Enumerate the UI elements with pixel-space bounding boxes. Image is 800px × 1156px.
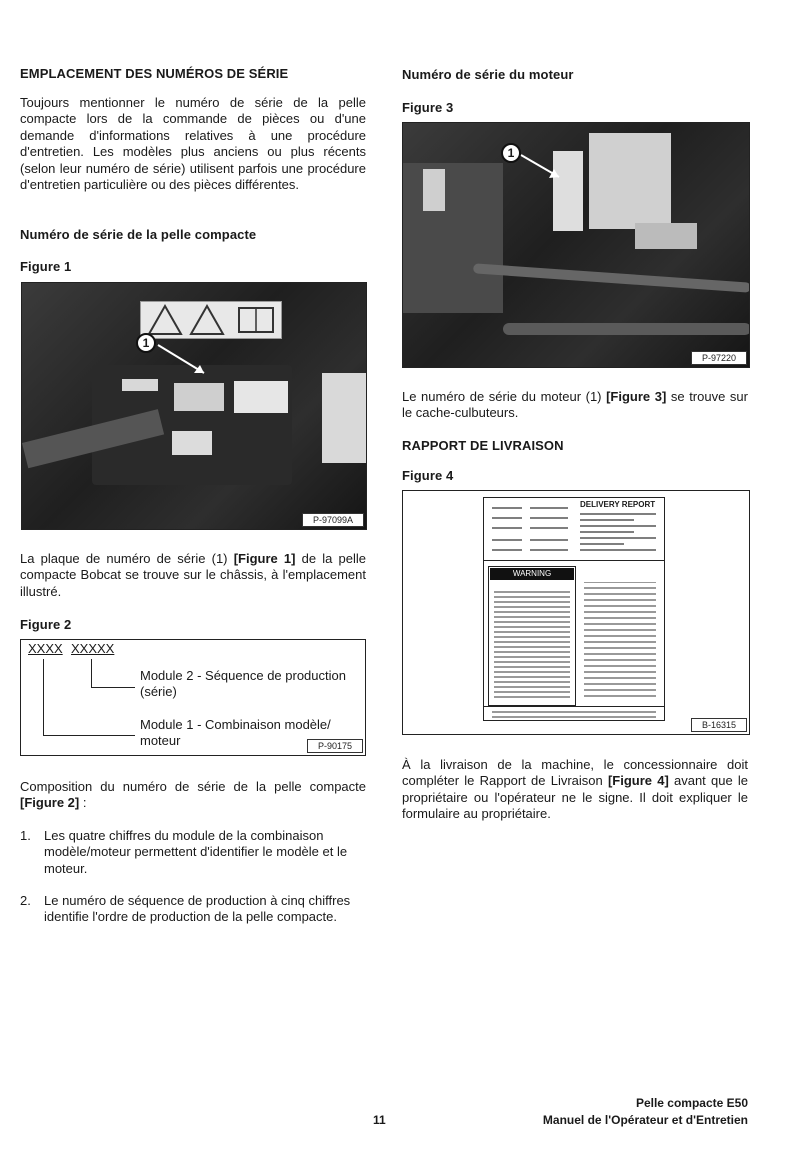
composition-text: Composition du numéro de série de la pelle compacte [Figure 2] : — [20, 779, 366, 811]
list-item: 2. Le numéro de séquence de production à cinq chiffres identifie l'ordre de production de la pelle compacte. — [20, 893, 351, 925]
form-text-lines — [484, 582, 664, 722]
figure3-caption: Le numéro de série du moteur (1) [Figure 3] se trouve sur le cache-culbuteurs. — [402, 389, 748, 421]
figure3-tag: P-97220 — [691, 351, 747, 365]
figure3-label: Figure 3 — [402, 100, 454, 115]
engine-title: Numéro de série du moteur — [402, 67, 574, 82]
delivery-report-form — [483, 497, 665, 721]
decal-letter — [322, 373, 367, 463]
delivery-text: À la livraison de la machine, le concessionnaire doit compléter le Rapport de Livraison [Figure 4] avant que le propriétaire ou l'opérateur ne le signe. Il doit expliquer le formulaire au propriétaire. — [402, 757, 748, 822]
subsection-title: Numéro de série de la pelle compacte — [20, 227, 257, 242]
figure3-callout: 1 — [501, 143, 521, 163]
engine-info-plate — [589, 133, 671, 229]
footer-model: Pelle compacte E50 — [635, 1096, 748, 1110]
figure2-tag: P-90175 — [307, 739, 363, 753]
engine-label — [423, 169, 445, 211]
module1-text: Module 1 - Combinaison modèle/ moteur — [140, 717, 331, 748]
engine-brand-plate — [635, 223, 697, 249]
hose — [473, 263, 750, 292]
figure4-tag: B-16315 — [691, 718, 747, 732]
page-number: 11 — [373, 1113, 386, 1127]
module2-text: Module 2 - Séquence de production (série) — [140, 668, 346, 699]
figure3-photo — [402, 122, 750, 368]
figure1-tag: P-97099A — [302, 513, 364, 527]
form-header — [484, 498, 664, 561]
report-title: DELIVERY REPORT — [580, 500, 656, 509]
code-module1: XXXX — [28, 641, 63, 656]
section-title: EMPLACEMENT DES NUMÉROS DE SÉRIE — [20, 66, 289, 81]
figure2-label: Figure 2 — [20, 617, 72, 632]
connector-line — [43, 659, 44, 735]
figure4-label: Figure 4 — [402, 468, 454, 483]
form-divider — [484, 706, 664, 707]
warning-banner: WARNING — [490, 568, 574, 580]
label-sticker — [234, 381, 288, 413]
connector-line — [91, 659, 92, 687]
connector-line — [91, 687, 135, 688]
figure4-diagram — [402, 490, 750, 735]
signature-lines — [484, 708, 664, 722]
small-label — [172, 431, 212, 455]
figure1-callout: 1 — [136, 333, 156, 353]
code-module2: XXXXX — [71, 641, 115, 656]
list-item: 1. Les quatre chiffres du module de la combinaison modèle/moteur permettent d'identifier le modèle et le moteur. — [20, 828, 348, 876]
connector-line — [43, 735, 135, 736]
engine-block — [403, 163, 503, 313]
figure1-caption: La plaque de numéro de série (1) [Figure 1] de la pelle compacte Bobcat se trouve sur le châssis, à l'emplacement illustré. — [20, 551, 366, 599]
hose — [503, 323, 750, 335]
footer-manual: Manuel de l'Opérateur et d'Entretien — [542, 1113, 748, 1127]
figure2-diagram — [20, 639, 366, 756]
figure1-label: Figure 1 — [20, 259, 72, 274]
intro-paragraph: Toujours mentionner le numéro de série de la pelle compacte lors de la commande de pièces ou d'une demande d'informations relatives à une procédure d'entretien. Les modèles plus anciens ou plus récents (selon leur numéro de série) utilisent parfois une procédure d'entretien particulière ou des pièces différentes. — [20, 95, 366, 193]
delivery-title: RAPPORT DE LIVRAISON — [402, 438, 564, 453]
figure1-photo — [21, 282, 367, 530]
